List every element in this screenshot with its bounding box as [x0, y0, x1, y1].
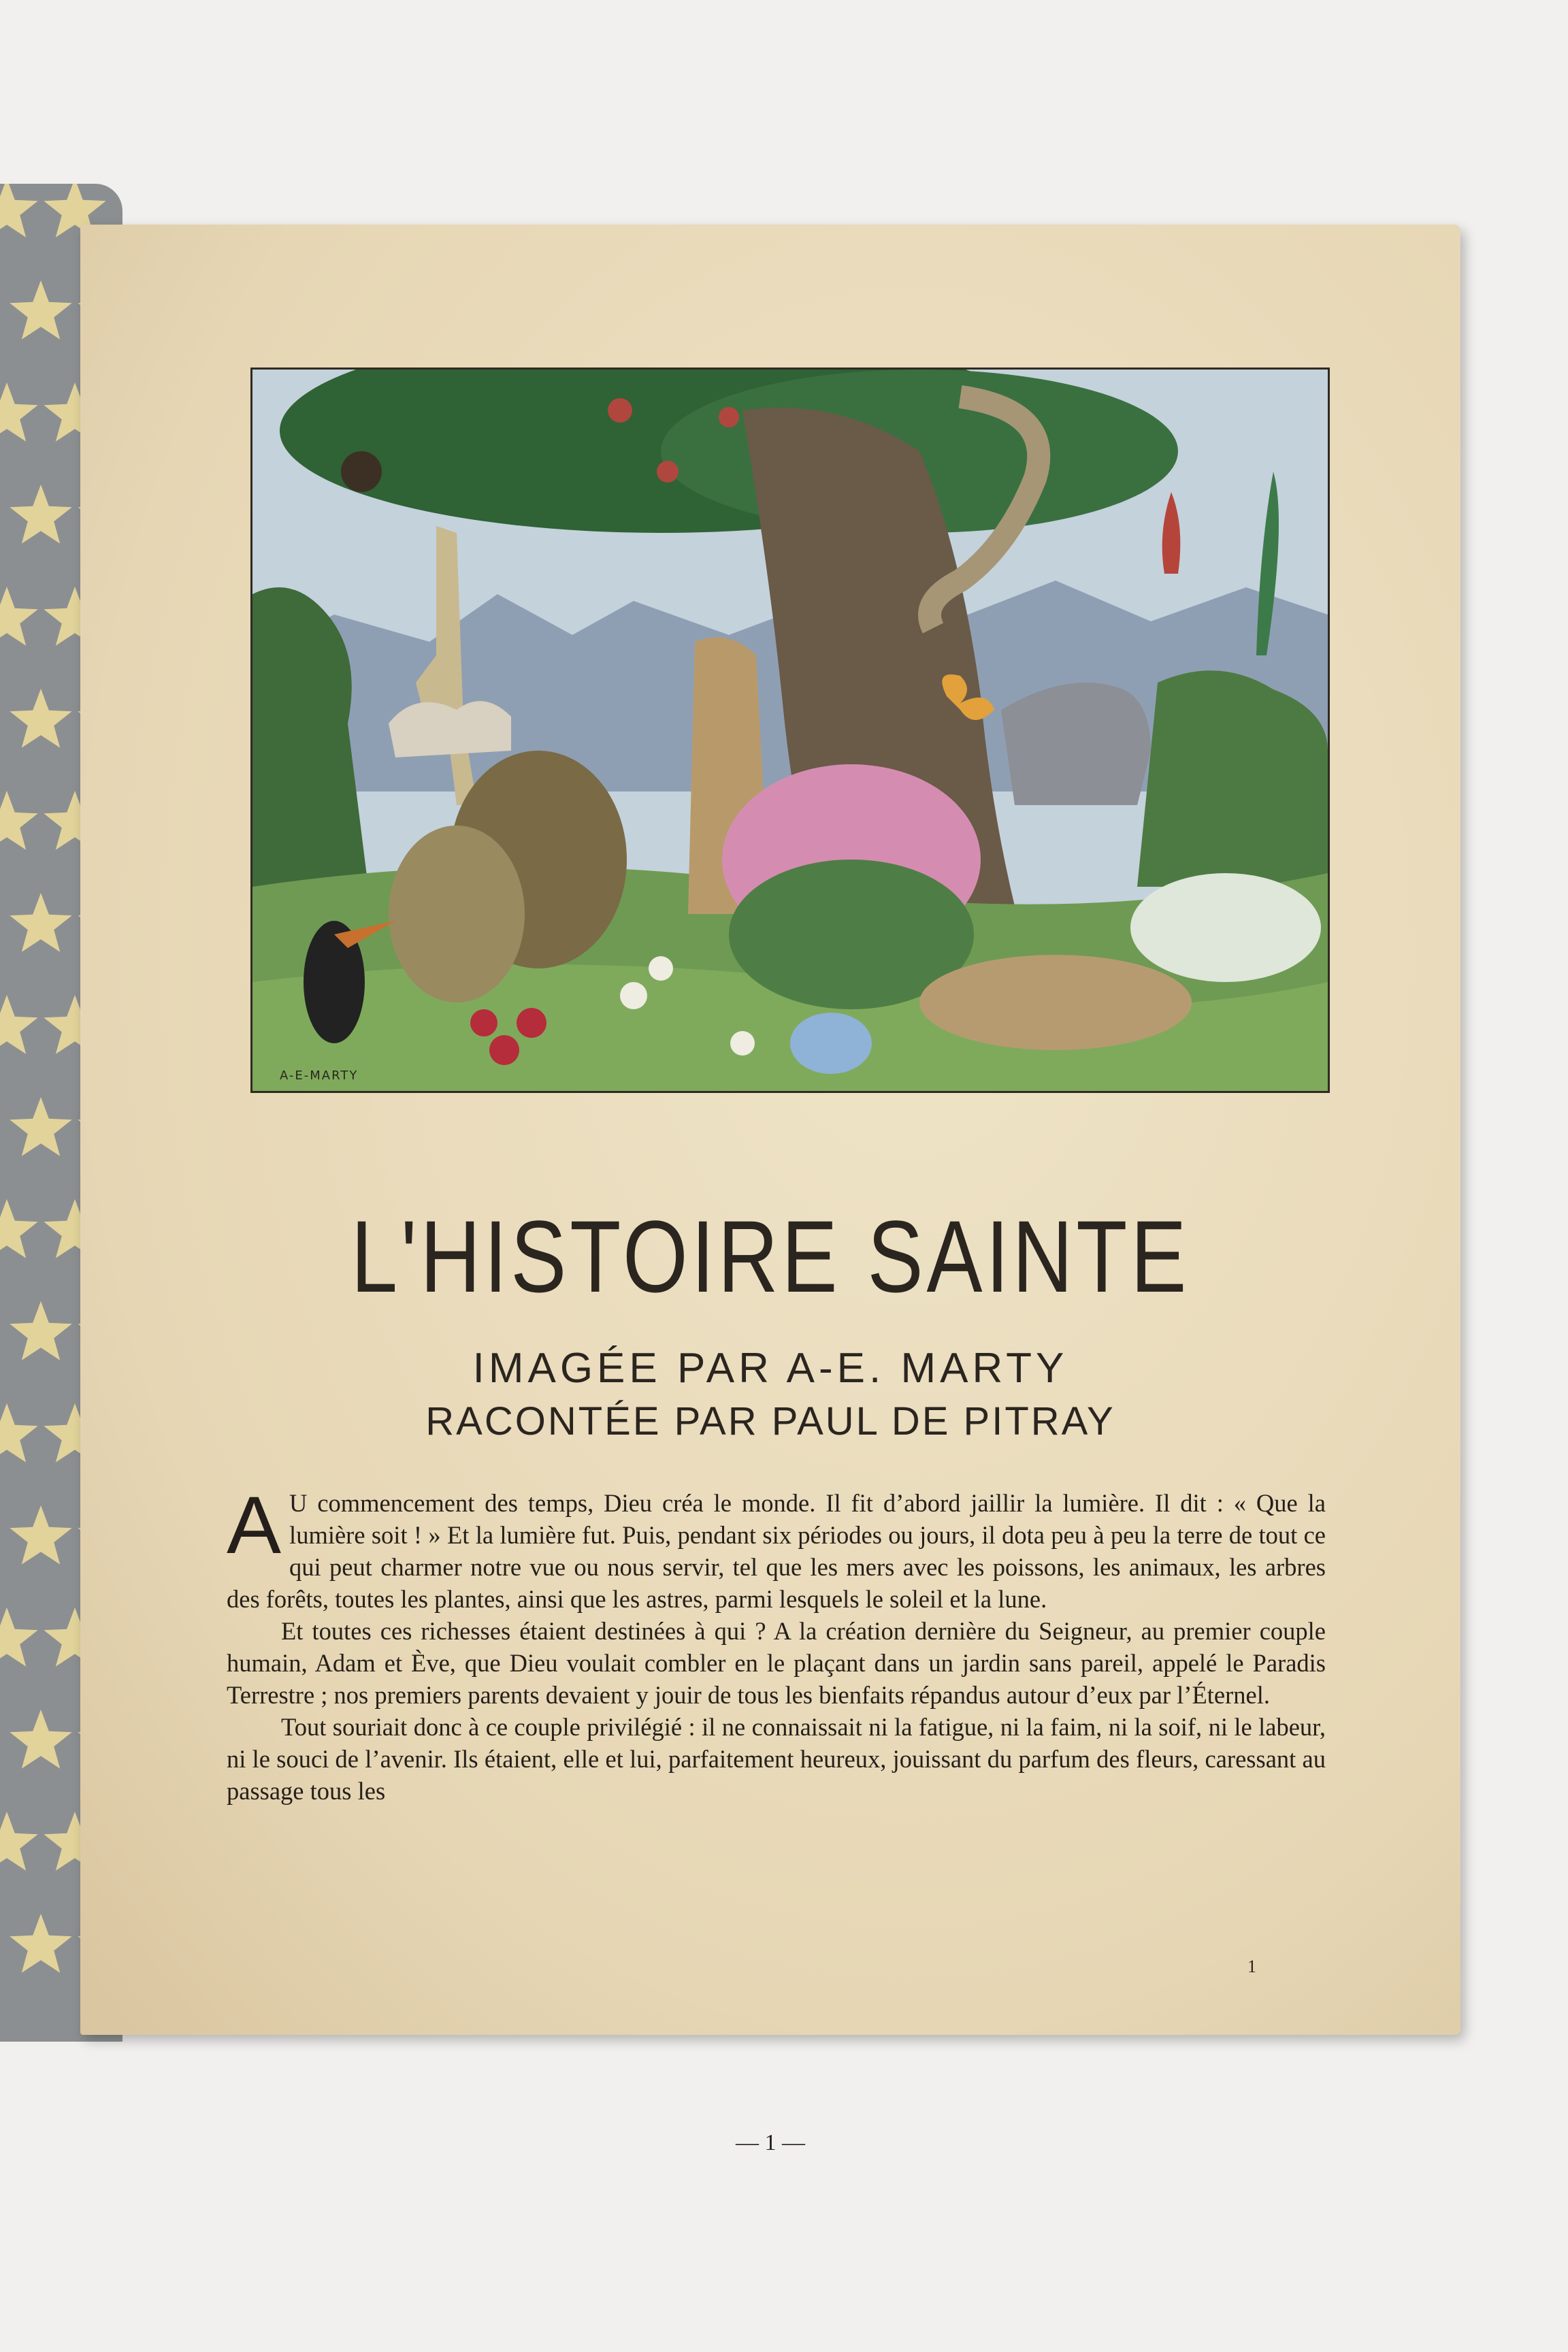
subtitle-author: RACONTÉE PAR PAUL DE PITRAY	[425, 1399, 1115, 1443]
cover-star-icon	[10, 280, 71, 340]
cover-star-icon	[10, 689, 71, 748]
blue-flower	[790, 1013, 872, 1074]
monkey	[341, 451, 382, 492]
cover-star-icon	[0, 1607, 38, 1667]
cover-star-icon	[10, 485, 71, 544]
cover-star-icon	[0, 184, 38, 238]
cover-star-icon	[10, 1710, 71, 1769]
signature-mark: 1	[1247, 1957, 1256, 1976]
cover-star-icon	[0, 1812, 38, 1871]
book-page	[80, 225, 1460, 2155]
page-number: — 1 —	[736, 2130, 805, 2155]
tiger-cubs	[919, 955, 1192, 1050]
cover-star-icon	[0, 1403, 38, 1463]
cover-star-icon	[10, 1301, 71, 1360]
elephant	[1001, 683, 1151, 805]
garden-of-eden-illustration	[250, 368, 1330, 1093]
paragraph: Et toutes ces richesses étaient destinées à qui ? A la création dernière du Seigneur, au premier couple humain, Adam et Ève, que Dieu voulait combler en le plaçant dans un jardin sans pareil, appelé le Paradis Terrestre ; nos premiers parents devaient y jouir de tous les bienfaits répandus autour d’eux par l’Éternel.	[227, 1617, 1326, 1709]
white-lily-leaves	[1130, 873, 1321, 982]
cover-star-icon	[0, 382, 38, 442]
paragraph-text: U commencement des temps, Dieu créa le monde. Il fit d’abord jaillir la lumière. Il dit : « Que la lumière soit ! » Et la lumière fut. Puis, pendant six périodes ou jours, il dota peu à peu la terre de tout ce qui peut charmer notre vue ou nous servir, tel que les mers avec les poissons, les animaux, les arbres des forêts, toutes les plantes, ainsi que les astres, parmi lesquels le soleil et la lune.	[227, 1489, 1326, 1613]
camel	[389, 701, 511, 757]
cover-star-icon	[0, 791, 38, 850]
paragraph	[227, 1480, 1326, 1615]
cover-star-icon	[0, 995, 38, 1054]
cover-star-icon	[10, 893, 71, 952]
paragraph: Tout souriait donc à ce couple privilégié : il ne connaissait ni la fatigue, ni la faim, ni la soif, ni le labeur, ni le souci de l’avenir. Ils étaient, elle et lui, parfaitement heureux, jouissant du parfum des fleurs, caressant au passage tous les	[227, 1713, 1326, 1805]
white-flowers	[620, 982, 647, 1009]
red-flowers	[489, 1035, 519, 1065]
page-title: L'HISTOIRE SAINTE	[350, 1199, 1190, 1313]
cover-star-icon	[10, 1505, 71, 1565]
artist-signature: A-E-MARTY	[280, 1068, 359, 1083]
subtitle-illustrator: IMAGÉE PAR A-E. MARTY	[472, 1345, 1068, 1392]
drop-cap: A	[227, 1480, 282, 1571]
cover-star-icon	[0, 1199, 38, 1258]
cover-star-icon	[0, 587, 38, 646]
cover-star-icon	[10, 1097, 71, 1156]
cover-star-icon	[10, 1914, 71, 1973]
body-text	[227, 1480, 1326, 1807]
illustration-artwork	[252, 370, 1328, 1091]
